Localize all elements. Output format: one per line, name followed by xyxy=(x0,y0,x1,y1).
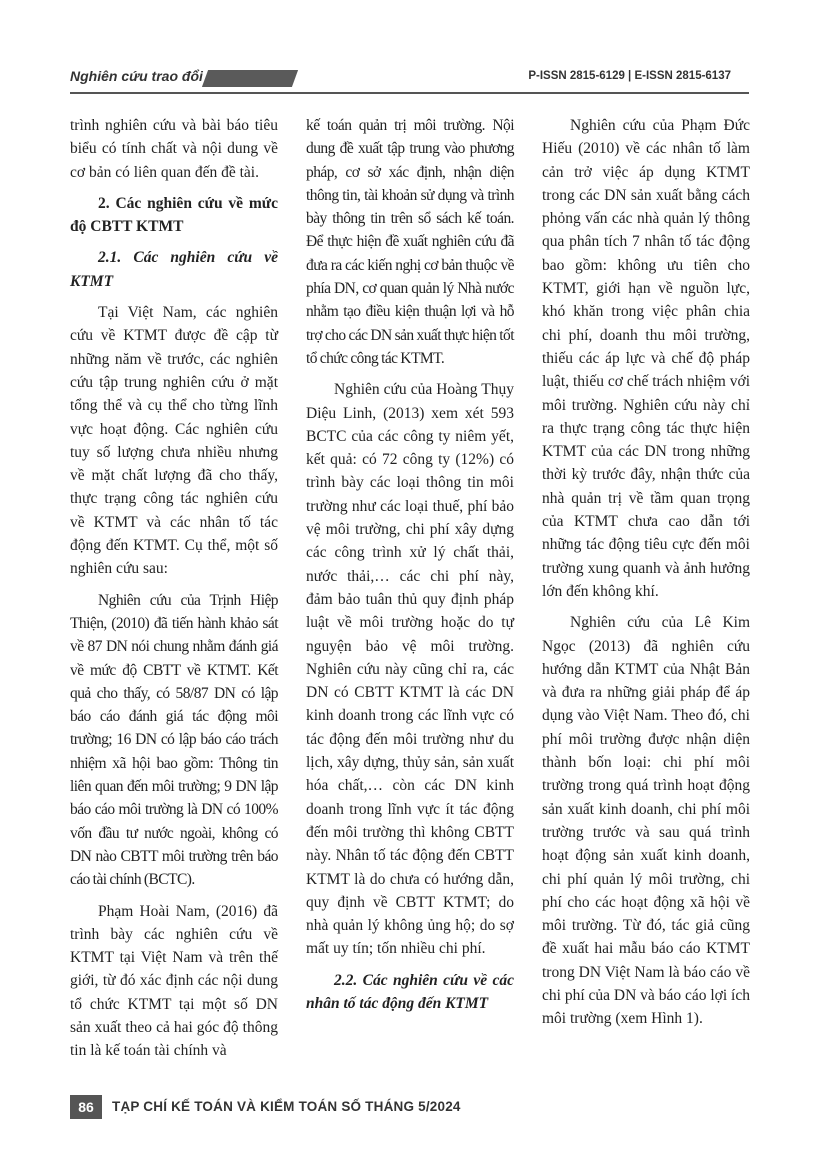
article-body xyxy=(70,114,750,1094)
page-header xyxy=(0,0,819,100)
paragraph: kế toán quản trị môi trường. Nội dung đề xuất tập trung vào phương pháp, cơ sở xác định, nhận diện thông tin, tài khoản sử dụng và trình bày thông tin trên sổ sách kế toán. Để thực hiện đề xuất nghiên cứu đã đưa ra các kiến nghị cơ bản thuộc về phía DN, cơ quan quản lý Nhà nước nhằm tạo điều kiện thuận lợi và hỗ trợ cho các DN sản xuất thực hiện tốt tổ chức công tác KTMT. xyxy=(306,117,514,367)
column-1 xyxy=(70,114,278,1071)
paragraph: Nghiên cứu của Phạm Đức Hiếu (2010) về các nhân tố làm cản trở việc áp dụng KTMT trong các DN sản xuất bằng cách phỏng vấn các nhà quản lý thông qua phân tích 7 nhân tố tác động bao gồm: không ưu tiên cho KTMT, giới hạn về nguồn lực, khó khăn trong việc phân chia chi phí, doanh thu môi trường, thiếu các áp lực và chế độ pháp luật, thiếu cơ chế trách nhiệm với môi trường. Nghiên cứu này chỉ ra thực trạng công tác thực hiện KTMT của các DN trong những thời kỳ trước đây, nhận thức của nhà quản trị về tầm quan trọng của KTMT chưa cao dẫn tới những tác động tiêu cực đến môi trường xung quanh và ảnh hưởng lớn đến không khí. xyxy=(542,117,750,600)
header-decoration-bar xyxy=(202,70,298,87)
paragraph: Phạm Hoài Nam, (2016) đã trình bày các nghiên cứu về KTMT tại Việt Nam và trên thế giới, từ đó xác định các nội dung tổ chức KTMT tại một số DN sản xuất theo cả hai góc độ thông tin là kế toán tài chính và xyxy=(70,902,278,1060)
paragraph: Nghiên cứu của Lê Kim Ngọc (2013) đã nghiên cứu hướng dẫn KTMT của Nhật Bản và đưa ra những giải pháp để áp dụng vào Việt Nam. Theo đó, chi phí môi trường được nhận diện thành bốn loại: chi phí môi trường trong quá trình hoạt động sản xuất kinh doanh, chi phí môi trường trước và sau quá trình hoạt động sản xuất kinh doanh, chi phí quản lý môi trường, chi phí cho các hoạt động xã hội về môi trường. Từ đó, tác giả cũng đề xuất hai mẫu báo cáo KTMT trong DN Việt Nam là báo cáo về chi phí của DN và báo cáo lợi ích môi trường (xem Hình 1). xyxy=(542,614,750,1028)
running-title: Nghiên cứu trao đổi xyxy=(70,68,203,84)
paragraph: Tại Việt Nam, các nghiên cứu về KTMT được đề cập từ những năm về trước, các nghiên cứu tập trung nghiên cứu ở mặt tổng thể và cụ thể cho từng lĩnh vực hoạt động. Các nghiên cứu tuy số lượng chưa nhiều nhưng về mặt chất lượng đã cho thấy, thực trạng công tác nghiên cứu về KTMT và các nhân tố tác động đến KTMT. Cụ thể, một số nghiên cứu sau: xyxy=(70,304,278,578)
issn-label: P-ISSN 2815-6129 | E-ISSN 2815-6137 xyxy=(528,70,731,82)
journal-title: TẠP CHÍ KẾ TOÁN VÀ KIỂM TOÁN SỐ THÁNG 5/2024 xyxy=(112,1099,461,1114)
paragraph: Nghiên cứu của Hoàng Thụy Diệu Linh, (2013) xem xét 593 BCTC của các công ty niêm yết, kết quả: có 72 công ty (12%) có trình bày các loại thông tin môi trường như các loại thuế, phí bảo vệ môi trường, chi phí xây dựng các công trình xử lý chất thải, nước thải,… các chi phí này, đảm bảo tuân thủ quy định pháp luật về môi trường hoặc do tự nguyện bảo vệ môi trường. Nghiên cứu này cũng chỉ ra, các DN có CBTT KTMT là các DN kinh doanh trong các lĩnh vực có tác động đến môi trường như du lịch, xây dựng, thủy sản, sản xuất hóa chất,… còn các DN kinh doanh trong lĩnh vực ít tác động đến môi trường thì không CBTT này. Nhân tố tác động đến CBTT KTMT là do chưa có hướng dẫn, quy định về CBTT KTMT; do nhà quản lý không ủng hộ; do sợ mất uy tín; tốn nhiều chi phí. xyxy=(306,381,514,958)
subsection-heading: 2.1. Các nghiên cứu về KTMT xyxy=(70,249,278,290)
section-heading: 2. Các nghiên cứu về mức độ CBTT KTMT xyxy=(70,194,278,236)
subsection-heading: 2.2. Các nghiên cứu về các nhân tố tác động đến KTMT xyxy=(306,971,514,1012)
page-footer xyxy=(0,1090,819,1130)
header-rule xyxy=(70,92,749,94)
paragraph: trình nghiên cứu và bài báo tiêu biểu có tính chất và nội dung về cơ bản có liên quan đến đề tài. xyxy=(70,117,278,181)
page-number: 86 xyxy=(70,1095,102,1119)
column-3 xyxy=(542,114,750,1039)
column-2 xyxy=(306,114,514,1023)
paragraph: Nghiên cứu của Trịnh Hiệp Thiện, (2010) đã tiến hành khảo sát về 87 DN nói chung nhằm đánh giá về mức độ CBTT về KTMT. Kết quả cho thấy, có 58/87 DN có lập báo cáo đánh giá tác động môi trường; 16 DN có lập báo cáo trách nhiệm xã hội bao gồm: Thông tin liên quan đến môi trường; 9 DN lập báo cáo môi trường là DN có 100% vốn đầu tư nước ngoài, không có DN nào CBTT môi trường trên báo cáo tài chính (BCTC). xyxy=(70,591,278,889)
